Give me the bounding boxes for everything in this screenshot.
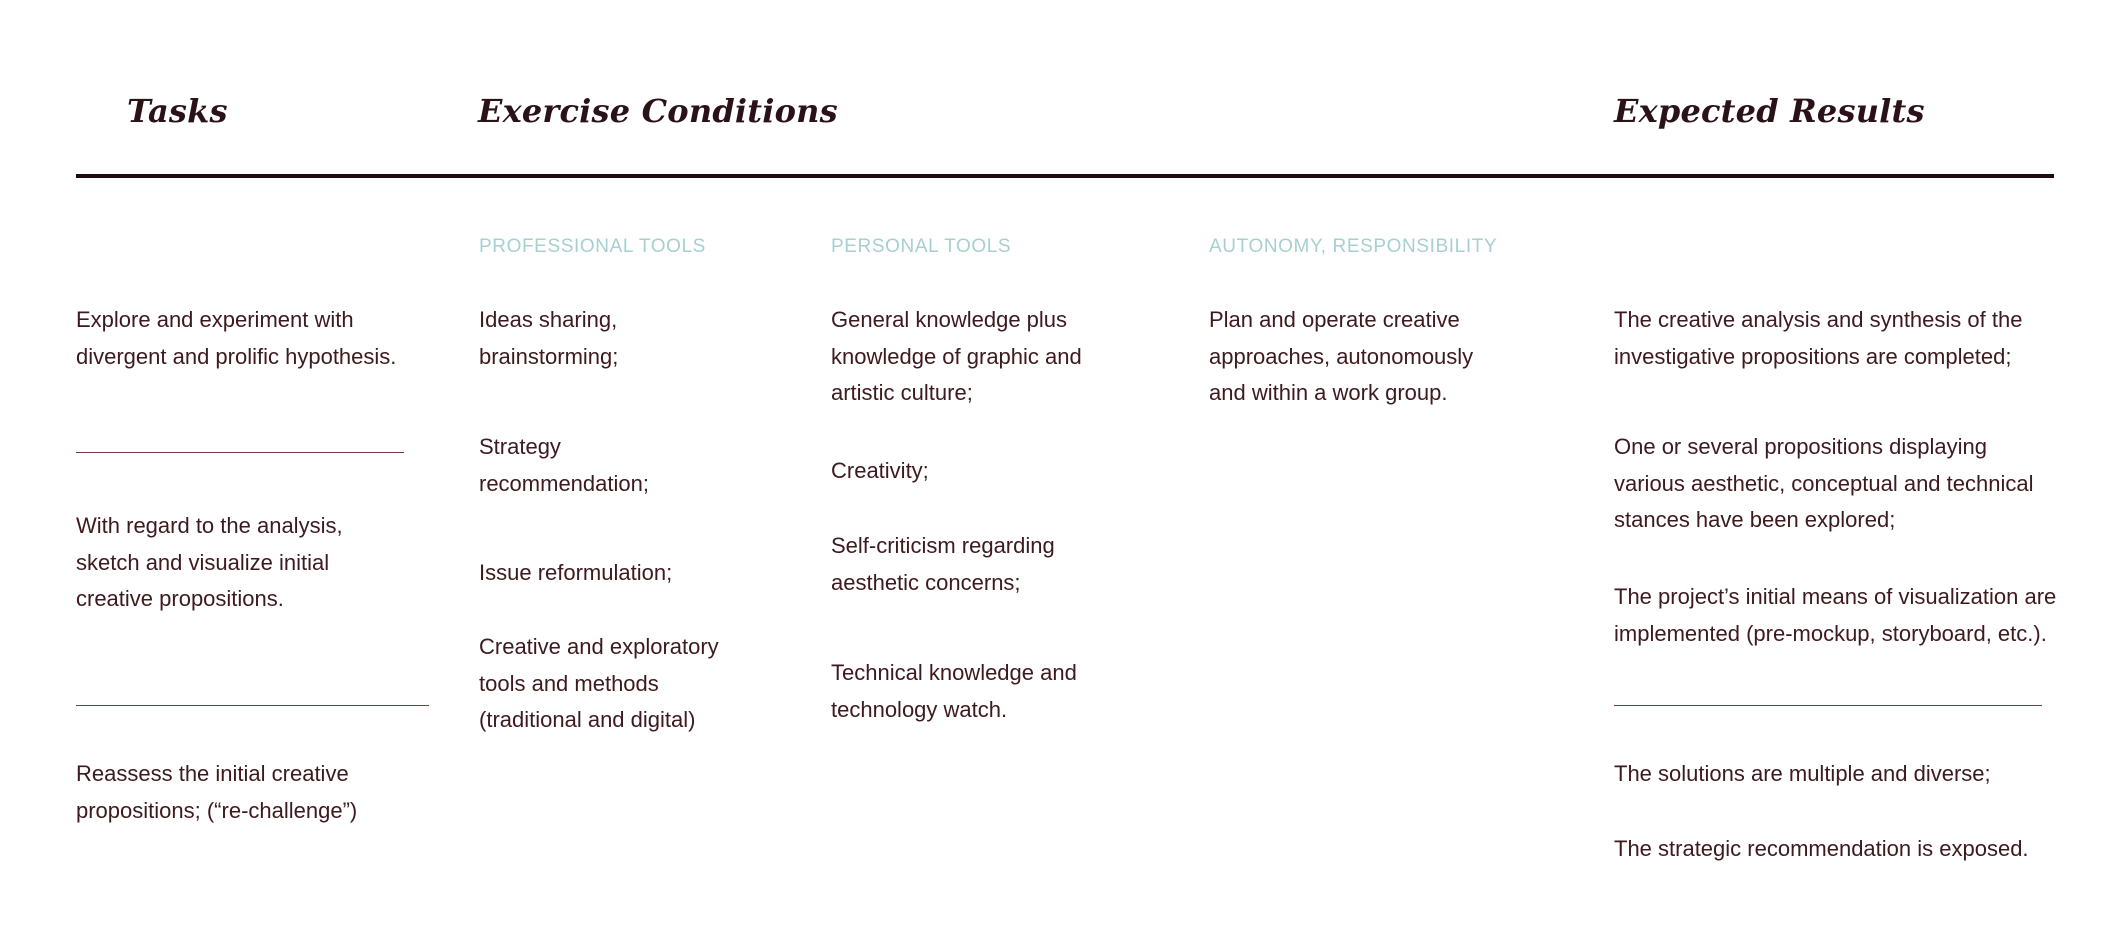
autonomy-line: and within a work group. (1209, 380, 1448, 405)
result-line: stances have been explored; (1614, 507, 1896, 532)
professional-tool-line: (traditional and digital) (479, 707, 696, 732)
result-line: investigative propositions are completed; (1614, 343, 2012, 369)
professional-tool-line: Creative and exploratory (479, 634, 719, 659)
personal-tool-item (831, 528, 1055, 601)
personal-tool-line: knowledge of graphic and (831, 343, 1082, 369)
result-item (1614, 831, 2029, 868)
result-divider (1614, 705, 2042, 706)
professional-tool-line: Ideas sharing, (479, 307, 618, 332)
personal-tool-line: artistic culture; (831, 380, 973, 405)
result-line: The creative analysis and synthesis of the (1614, 307, 2023, 332)
heading-tasks: Tasks (127, 92, 228, 130)
autonomy-line: approaches, autonomously (1209, 343, 1474, 369)
task-item (76, 756, 357, 829)
personal-tool-item (831, 655, 1077, 728)
result-line: One or several propositions displaying (1614, 434, 1987, 459)
professional-tool-item (479, 302, 618, 375)
result-line: implemented (pre-mockup, storyboard, etc.). (1614, 620, 2047, 646)
subheading-professional-tools: PROFESSIONAL TOOLS (479, 236, 706, 257)
result-item (1614, 429, 2033, 539)
personal-tool-line: Creativity; (831, 458, 929, 483)
task-line: propositions; (“re-challenge”) (76, 797, 358, 823)
professional-tool-item (479, 429, 649, 502)
professional-tool-line: Strategy (479, 434, 561, 459)
header-rule (76, 174, 2054, 178)
heading-expected-results: Expected Results (1614, 92, 1925, 130)
professional-tool-line: recommendation; (479, 470, 649, 496)
professional-tool-line: brainstorming; (479, 343, 619, 369)
personal-tool-line: Self-criticism regarding (831, 533, 1055, 558)
task-line: sketch and visualize initial (76, 549, 330, 575)
result-item (1614, 302, 2022, 375)
task-line: Explore and experiment with (76, 307, 354, 332)
personal-tool-line: Technical knowledge and (831, 660, 1077, 685)
personal-tool-line: aesthetic concerns; (831, 569, 1021, 595)
autonomy-item (1209, 302, 1473, 412)
professional-tool-line: Issue reformulation; (479, 560, 673, 585)
personal-tool-line: General knowledge plus (831, 307, 1068, 332)
professional-tool-item (479, 555, 672, 592)
heading-exercise-conditions: Exercise Conditions (478, 92, 838, 130)
task-line: divergent and prolific hypothesis. (76, 343, 397, 369)
task-item (76, 508, 343, 618)
result-line: The solutions are multiple and diverse; (1614, 761, 1991, 786)
task-divider (76, 452, 404, 453)
task-item (76, 302, 396, 375)
result-item (1614, 579, 2056, 652)
personal-tool-item (831, 302, 1082, 412)
autonomy-line: Plan and operate creative (1209, 307, 1460, 332)
subheading-personal-tools: PERSONAL TOOLS (831, 236, 1012, 257)
result-line: The strategic recommendation is exposed. (1614, 836, 2029, 861)
personal-tool-item (831, 453, 929, 490)
task-line: With regard to the analysis, (76, 513, 343, 538)
result-line: The project’s initial means of visualization are (1614, 584, 2057, 609)
task-line: creative propositions. (76, 586, 284, 611)
professional-tool-item (479, 629, 719, 739)
result-item (1614, 756, 1991, 793)
personal-tool-line: technology watch. (831, 696, 1008, 722)
subheading-autonomy: AUTONOMY, RESPONSIBILITY (1209, 236, 1498, 257)
task-line: Reassess the initial creative (76, 761, 349, 786)
result-line: various aesthetic, conceptual and technical (1614, 470, 2034, 496)
task-divider (76, 705, 429, 706)
professional-tool-line: tools and methods (479, 670, 659, 696)
